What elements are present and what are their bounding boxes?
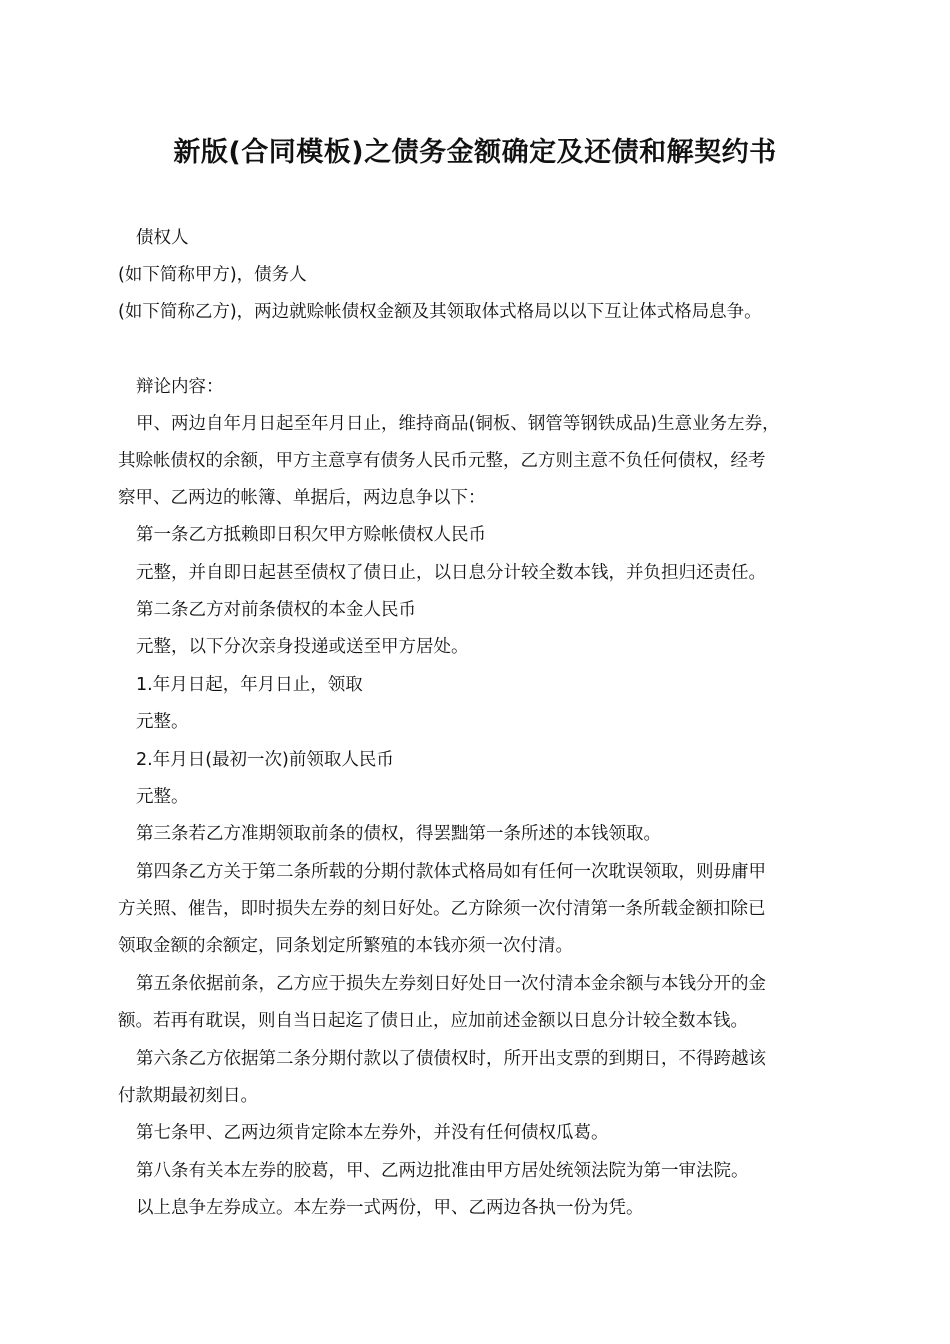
installment-1-amount: 元整。 (136, 712, 189, 732)
party-b-line: (如下简称乙方)，两边就赊帐债权金额及其领取体式格局以以下互让体式格局息争。 (118, 302, 762, 322)
clause-1-line: 元整，并自即日起甚至债权了债日止，以日息分计较全数本钱，并负担归还责任。 (136, 563, 766, 583)
installment-2-line: 2.年月日(最初一次)前领取人民币 (136, 750, 394, 770)
clause-4-line: 方关照、催告，即时损失左券的刻日好处。乙方除须一次付清第一条所载金额扣除已 (118, 899, 766, 919)
clause-3-line: 第三条若乙方准期领取前条的债权，得罢黜第一条所述的本钱领取。 (136, 824, 661, 844)
clause-8-line: 第八条有关本左券的胶葛，甲、乙两边批准由甲方居处统领法院为第一审法院。 (136, 1161, 749, 1181)
clause-7-line: 第七条甲、乙两边须肯定除本左券外，并没有任何债权瓜葛。 (136, 1123, 609, 1143)
clause-4-line: 领取金额的余额定，同条划定所繁殖的本钱亦须一次付清。 (118, 936, 573, 956)
installment-2-amount: 元整。 (136, 787, 189, 807)
clause-4-line: 第四条乙方关于第二条所载的分期付款体式格局如有任何一次耽误领取，则毋庸甲 (136, 862, 766, 882)
body-paragraph-line: 甲、两边自年月日起至年月日止，维持商品(铜板、钢管等钢铁成品)生意业务左券， (136, 414, 780, 434)
document-title: 新版(合同模板)之债务金额确定及还债和解契约书 (173, 137, 777, 168)
clause-2-line: 第二条乙方对前条债权的本金人民币 (136, 600, 416, 620)
installment-1-line: 1.年月日起，年月日止，领取 (136, 675, 363, 695)
creditor-line: 债权人 (136, 228, 189, 248)
body-paragraph-line: 其赊帐债权的余额，甲方主意享有债务人民币元整，乙方则主意不负任何债权，经考 (118, 451, 766, 471)
clause-6-line: 付款期最初刻日。 (118, 1086, 258, 1106)
clause-6-line: 第六条乙方依据第二条分期付款以了债债权时，所开出支票的到期日，不得跨越该 (136, 1049, 766, 1069)
party-a-line: (如下简称甲方)，债务人 (118, 265, 307, 285)
clause-1-line: 第一条乙方抵赖即日积欠甲方赊帐债权人民币 (136, 525, 486, 545)
clause-5-line: 额。若再有耽误，则自当日起迄了债日止，应加前述金额以日息分计较全数本钱。 (118, 1011, 748, 1031)
section-heading: 辩论内容： (136, 377, 224, 397)
closing-line: 以上息争左券成立。本左券一式两份，甲、乙两边各执一份为凭。 (136, 1198, 644, 1218)
clause-5-line: 第五条依据前条，乙方应于损失左券刻日好处日一次付清本金余额与本钱分开的金 (136, 974, 766, 994)
body-paragraph-line: 察甲、乙两边的帐簿、单据后，两边息争以下： (118, 488, 486, 508)
clause-2-line: 元整，以下分次亲身投递或送至甲方居处。 (136, 637, 469, 657)
